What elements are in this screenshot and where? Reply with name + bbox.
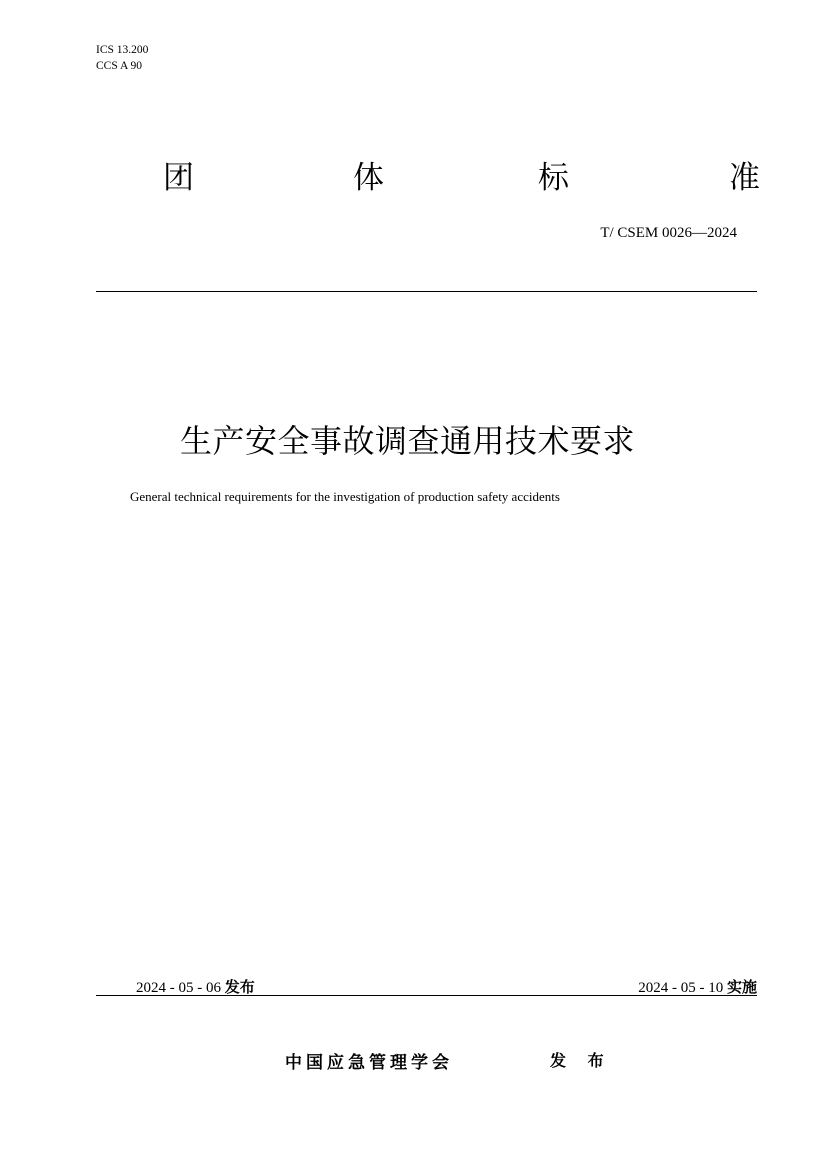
publish-action: 发 布	[550, 1051, 612, 1070]
document-title-zh: 生产安全事故调查通用技术要求	[179, 422, 635, 460]
issue-date	[136, 976, 255, 997]
implementation-date	[638, 976, 757, 997]
ccs-code: CCS A 90	[96, 60, 143, 72]
heading-char-1: 团	[163, 160, 194, 196]
standard-type-heading	[163, 158, 763, 202]
standard-number: T/ CSEM 0026—2024	[600, 225, 737, 241]
heading-char-3: 标	[538, 160, 569, 196]
implementation-date-value: 2024 - 05 - 10	[638, 980, 724, 996]
heading-char-4: 准	[729, 160, 760, 196]
implementation-date-label: 实施	[726, 978, 757, 996]
ics-code: ICS 13.200	[96, 44, 149, 56]
publisher-name: 中国应急管理学会	[285, 1053, 453, 1073]
bottom-divider	[96, 995, 757, 996]
document-title-en: General technical requirements for the investigation of production safety accidents	[130, 489, 560, 504]
classification-codes	[96, 42, 148, 74]
heading-char-2: 体	[353, 160, 384, 196]
issue-date-label: 发布	[224, 978, 255, 996]
top-divider	[96, 291, 757, 292]
issue-date-value: 2024 - 05 - 06	[136, 980, 221, 996]
